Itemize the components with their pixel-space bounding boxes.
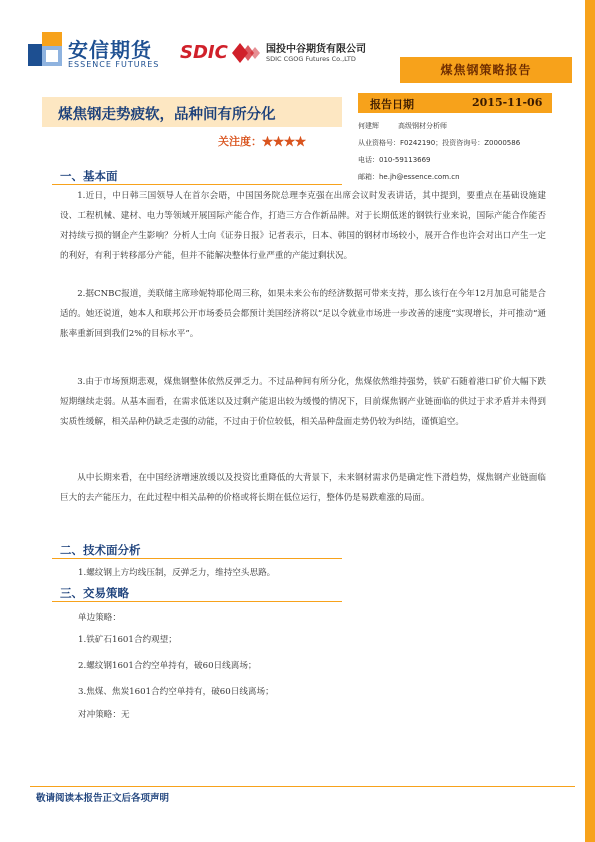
section-title-strategy: 三、交易策略: [60, 586, 129, 600]
title-banner: [42, 97, 342, 127]
analyst-role: 高级钢材分析师: [398, 122, 447, 130]
attention-label: 关注度：: [218, 135, 262, 148]
sdic-logo: [180, 40, 380, 70]
section-divider: [52, 184, 342, 185]
strategy-item: 1.铁矿石1601合约观望；: [78, 635, 177, 645]
essence-logo-icon: [28, 32, 62, 66]
paragraph-4: 从中长期来看，在中国经济增速放缓以及投资比重降低的大背景下，未来钢材需求仍是确定性下滑趋势，煤焦钢产业链面临巨大的去产能压力，在此过程中相关品种的价格或将长期在低位运行，整体仍是易跌难涨的局面。: [60, 473, 546, 503]
analyst-info: [358, 118, 558, 186]
footer-disclaimer[interactable]: 敬请阅读本报告正文后各项声明: [36, 793, 170, 804]
single-strategy-label: 单边策略：: [78, 613, 121, 623]
sdic-wordmark: SDIC: [180, 42, 228, 63]
report-date-value: 2015-11-06: [472, 96, 543, 109]
essence-futures-logo: [28, 30, 168, 76]
report-date-box: [358, 93, 552, 113]
sdic-name-en: SDIC CGOG Futures Co.,LTD: [266, 55, 356, 63]
section-divider: [52, 601, 342, 602]
page-header: [0, 0, 595, 100]
report-type-banner: 煤焦钢策略报告: [400, 57, 572, 83]
report-title: 煤焦钢走势疲软，品种间有所分化: [58, 106, 276, 123]
strategy-item: 2.螺纹钢1601合约空单持有，破60日线离场；: [78, 661, 257, 671]
report-date-label: 报告日期: [370, 98, 414, 111]
analyst-cert: 从业资格号：F0242190；投资咨询号：Z0000586: [358, 139, 521, 147]
footer-divider: [30, 786, 575, 787]
paragraph-3: 3.由于市场预期悲观，煤焦钢整体依然反弹乏力。不过品种间有所分化，焦煤依然维持强势，铁矿石随着港口矿价大幅下跌短期继续走弱。从基本面看，在需求低迷以及过剩产能退出较为缓慢的情况下，目前煤焦钢产业链面临的供过于求矛盾并未得到实质性缓解，相关品种仍缺乏走强的动能，不过由于价位较低，相关品种盘面走势仍较为纠结，谨慎追空。: [60, 377, 546, 427]
star-rating-icon: ★★★★: [262, 135, 306, 148]
section-divider: [52, 558, 342, 559]
attention-rating: [218, 133, 306, 149]
analyst-name: 何建辉: [358, 122, 379, 130]
analyst-phone: 电话：010-59113669: [358, 156, 431, 164]
essence-name-cn: 安信期货: [68, 38, 152, 62]
paragraph-2: 2.据CNBC报道，美联储主席珍妮特耶伦周三称，如果未来公布的经济数据可带来支持，那么该行在今年12月加息可能是合适的。她还说道，她本人和联邦公开市场委员会都预计美国经济将以“足以令就业市场进一步改善的速度”实现增长，并可推动“通胀率重新回到我们2%的目标水平”。: [60, 289, 546, 339]
essence-name-en: ESSENCE FUTURES: [68, 60, 160, 69]
section-title-fundamentals: 一、基本面: [60, 169, 118, 183]
section-title-technical: 二、技术面分析: [60, 543, 141, 557]
sdic-emblem-icon: [232, 40, 262, 66]
right-accent-stripe: [585, 0, 595, 842]
strategy-item: 3.焦煤、焦炭1601合约空单持有，破60日线离场；: [78, 687, 274, 697]
technical-point: 1.螺纹钢上方均线压制，反弹乏力，维持空头思路。: [78, 568, 276, 578]
analyst-email: 邮箱：he.jh@essence.com.cn: [358, 173, 460, 181]
sdic-name-cn: 国投中谷期货有限公司: [266, 44, 366, 55]
paragraph-1: 1.近日，中日韩三国领导人在首尔会晤，中国国务院总理李克强在出席会议时发表讲话，其中提到，要重点在基础设施建设、工程机械、建材、电力等领域开展国际产能合作，打造三方合作新品牌。对于长期低迷的钢铁行业来说，国际产能合作能否对持续亏损的钢企产生影响？分析人士向《证券日报》记者表示，日本、韩国的钢材市场较小，展开合作也许会对出口产生一定的利好，有利于转移部分产能，但并不能解决整体行业严重的产能过剩状况。: [60, 191, 546, 261]
hedge-strategy: 对冲策略：无: [78, 710, 130, 720]
